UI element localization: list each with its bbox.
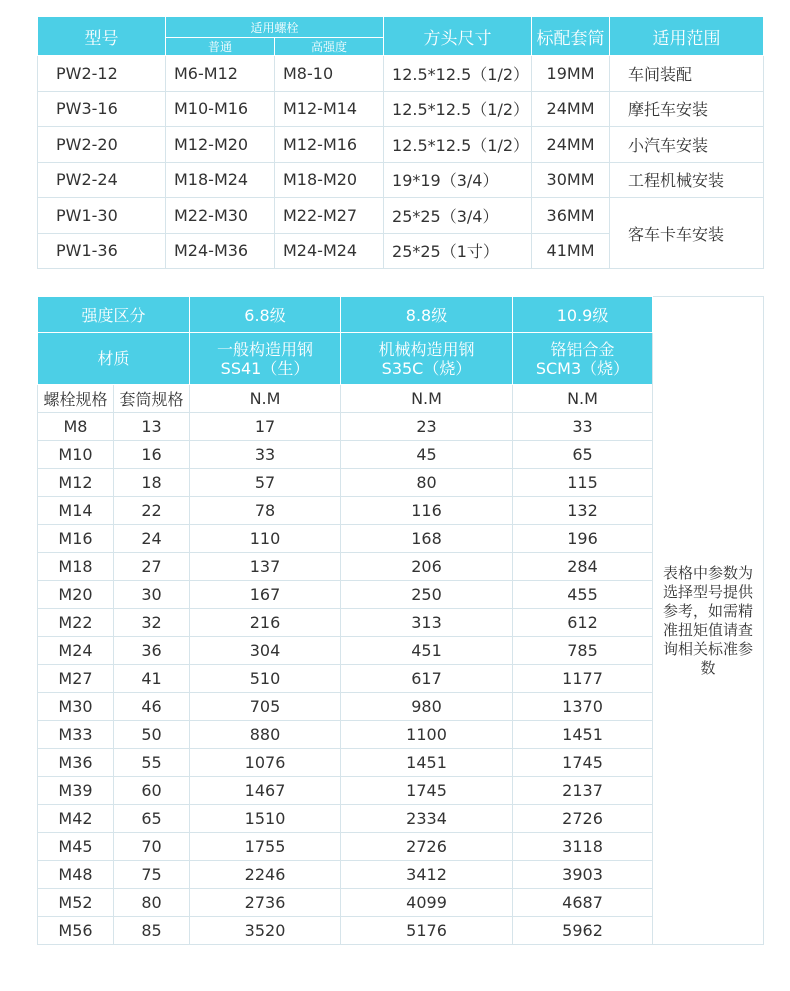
cell-model: PW1-36	[38, 233, 166, 269]
material-code: SS41（生）	[220, 358, 310, 378]
cell-torque-68: 2736	[190, 889, 341, 917]
material-code: SCM3（烧）	[535, 358, 630, 378]
cell-socket-spec: 50	[114, 721, 190, 749]
table-row	[38, 56, 764, 92]
cell-torque-68: 1467	[190, 777, 341, 805]
cell-torque-68: 705	[190, 693, 341, 721]
header-bolt-group: 适用螺栓	[166, 17, 384, 38]
table-row	[38, 91, 764, 127]
cell-bolt-normal: M10-M16	[166, 91, 275, 127]
cell-socket-spec: 32	[114, 609, 190, 637]
reference-note: 表格中参数为选择型号提供参考，如需精准扭矩值请查询相关标准参数	[653, 297, 764, 945]
cell-model: PW1-30	[38, 198, 166, 234]
cell-socket-spec: 16	[114, 441, 190, 469]
cell-bolt-spec: M42	[38, 805, 114, 833]
unit-label: N.M	[341, 385, 513, 413]
cell-socket-spec: 30	[114, 581, 190, 609]
unit-label: N.M	[513, 385, 653, 413]
cell-torque-109: 65	[513, 441, 653, 469]
cell-torque-88: 451	[341, 637, 513, 665]
cell-bolt-high: M8-10	[275, 56, 384, 92]
cell-socket: 19MM	[532, 56, 610, 92]
cell-bolt-normal: M12-M20	[166, 127, 275, 163]
cell-torque-68: 78	[190, 497, 341, 525]
cell-socket: 41MM	[532, 233, 610, 269]
unit-label: N.M	[190, 385, 341, 413]
material-name: 一般构造用钢	[217, 339, 314, 359]
cell-torque-68: 1510	[190, 805, 341, 833]
cell-bolt-spec: M18	[38, 553, 114, 581]
cell-torque-88: 617	[341, 665, 513, 693]
table-row	[38, 162, 764, 198]
cell-torque-109: 455	[513, 581, 653, 609]
cell-socket: 24MM	[532, 127, 610, 163]
cell-socket-spec: 60	[114, 777, 190, 805]
cell-socket-spec: 13	[114, 413, 190, 441]
model-table-header-row	[38, 17, 764, 38]
cell-square: 12.5*12.5（1/2）	[384, 91, 532, 127]
cell-bolt-high: M22-M27	[275, 198, 384, 234]
cell-scope: 小汽车安装	[610, 127, 764, 163]
cell-bolt-high: M12-M14	[275, 91, 384, 127]
cell-bolt-normal: M22-M30	[166, 198, 275, 234]
cell-bolt-spec: M36	[38, 749, 114, 777]
header-grade-68: 6.8级	[190, 297, 341, 333]
cell-torque-68: 167	[190, 581, 341, 609]
header-socket-spec: 套筒规格	[114, 385, 190, 413]
cell-scope: 客车卡车安装	[610, 198, 764, 269]
material-name: 机械构造用钢	[378, 339, 475, 359]
cell-torque-109: 612	[513, 609, 653, 637]
cell-torque-88: 45	[341, 441, 513, 469]
cell-torque-68: 1755	[190, 833, 341, 861]
header-model: 型号	[38, 17, 166, 56]
cell-torque-88: 980	[341, 693, 513, 721]
cell-torque-109: 1745	[513, 749, 653, 777]
cell-socket-spec: 22	[114, 497, 190, 525]
cell-torque-109: 132	[513, 497, 653, 525]
cell-torque-88: 168	[341, 525, 513, 553]
table-row	[38, 198, 764, 234]
cell-bolt-high: M18-M20	[275, 162, 384, 198]
cell-torque-68: 304	[190, 637, 341, 665]
cell-socket-spec: 65	[114, 805, 190, 833]
cell-socket-spec: 85	[114, 917, 190, 945]
cell-bolt-high: M24-M24	[275, 233, 384, 269]
cell-bolt-spec: M56	[38, 917, 114, 945]
cell-torque-88: 4099	[341, 889, 513, 917]
header-grade-label: 强度区分	[38, 297, 190, 333]
cell-socket-spec: 75	[114, 861, 190, 889]
cell-torque-88: 2334	[341, 805, 513, 833]
cell-torque-88: 250	[341, 581, 513, 609]
cell-torque-68: 3520	[190, 917, 341, 945]
cell-torque-109: 3118	[513, 833, 653, 861]
cell-torque-88: 80	[341, 469, 513, 497]
cell-torque-109: 1370	[513, 693, 653, 721]
torque-table	[37, 296, 764, 945]
cell-socket: 30MM	[532, 162, 610, 198]
cell-socket-spec: 80	[114, 889, 190, 917]
cell-torque-88: 116	[341, 497, 513, 525]
cell-bolt-spec: M27	[38, 665, 114, 693]
header-material-109	[513, 333, 653, 385]
cell-torque-88: 206	[341, 553, 513, 581]
cell-bolt-spec: M48	[38, 861, 114, 889]
cell-bolt-high: M12-M16	[275, 127, 384, 163]
cell-bolt-spec: M45	[38, 833, 114, 861]
cell-torque-88: 23	[341, 413, 513, 441]
cell-bolt-spec: M10	[38, 441, 114, 469]
cell-torque-109: 115	[513, 469, 653, 497]
header-bolt-spec: 螺栓规格	[38, 385, 114, 413]
cell-square: 25*25（3/4）	[384, 198, 532, 234]
cell-bolt-spec: M52	[38, 889, 114, 917]
header-bolt-high: 高强度	[275, 38, 384, 56]
cell-socket-spec: 36	[114, 637, 190, 665]
cell-bolt-normal: M6-M12	[166, 56, 275, 92]
cell-torque-109: 5962	[513, 917, 653, 945]
cell-bolt-spec: M14	[38, 497, 114, 525]
cell-bolt-spec: M24	[38, 637, 114, 665]
cell-torque-68: 137	[190, 553, 341, 581]
cell-torque-68: 880	[190, 721, 341, 749]
model-spec-table	[37, 16, 764, 269]
cell-bolt-normal: M18-M24	[166, 162, 275, 198]
cell-square: 12.5*12.5（1/2）	[384, 127, 532, 163]
cell-model: PW2-20	[38, 127, 166, 163]
cell-bolt-spec: M39	[38, 777, 114, 805]
material-name: 铬铝合金	[550, 339, 615, 359]
cell-torque-109: 4687	[513, 889, 653, 917]
cell-torque-88: 2726	[341, 833, 513, 861]
cell-socket-spec: 24	[114, 525, 190, 553]
cell-torque-88: 5176	[341, 917, 513, 945]
cell-model: PW2-12	[38, 56, 166, 92]
cell-torque-88: 3412	[341, 861, 513, 889]
cell-socket-spec: 18	[114, 469, 190, 497]
table-row	[38, 127, 764, 163]
cell-torque-109: 2137	[513, 777, 653, 805]
cell-torque-109: 1451	[513, 721, 653, 749]
cell-square: 12.5*12.5（1/2）	[384, 56, 532, 92]
cell-torque-68: 510	[190, 665, 341, 693]
cell-scope: 工程机械安装	[610, 162, 764, 198]
cell-bolt-spec: M30	[38, 693, 114, 721]
cell-socket-spec: 46	[114, 693, 190, 721]
cell-torque-109: 3903	[513, 861, 653, 889]
cell-bolt-spec: M8	[38, 413, 114, 441]
cell-socket-spec: 41	[114, 665, 190, 693]
header-material-88	[341, 333, 513, 385]
cell-torque-88: 1100	[341, 721, 513, 749]
cell-model: PW3-16	[38, 91, 166, 127]
cell-torque-109: 1177	[513, 665, 653, 693]
cell-torque-109: 2726	[513, 805, 653, 833]
header-material-68	[190, 333, 341, 385]
cell-torque-88: 313	[341, 609, 513, 637]
cell-bolt-spec: M33	[38, 721, 114, 749]
cell-socket-spec: 55	[114, 749, 190, 777]
grade-header-row	[38, 297, 764, 333]
header-socket: 标配套筒	[532, 17, 610, 56]
cell-scope: 车间装配	[610, 56, 764, 92]
cell-square: 25*25（1寸）	[384, 233, 532, 269]
cell-torque-68: 33	[190, 441, 341, 469]
cell-torque-88: 1745	[341, 777, 513, 805]
cell-socket-spec: 70	[114, 833, 190, 861]
header-grade-88: 8.8级	[341, 297, 513, 333]
material-code: S35C（烧）	[381, 358, 472, 378]
header-square-size: 方头尺寸	[384, 17, 532, 56]
cell-scope: 摩托车安装	[610, 91, 764, 127]
header-grade-109: 10.9级	[513, 297, 653, 333]
cell-socket-spec: 27	[114, 553, 190, 581]
cell-bolt-spec: M16	[38, 525, 114, 553]
header-bolt-normal: 普通	[166, 38, 275, 56]
cell-bolt-spec: M20	[38, 581, 114, 609]
header-material-label: 材质	[38, 333, 190, 385]
cell-bolt-spec: M22	[38, 609, 114, 637]
cell-torque-109: 785	[513, 637, 653, 665]
cell-bolt-normal: M24-M36	[166, 233, 275, 269]
cell-square: 19*19（3/4）	[384, 162, 532, 198]
cell-socket: 36MM	[532, 198, 610, 234]
header-scope: 适用范围	[610, 17, 764, 56]
cell-torque-88: 1451	[341, 749, 513, 777]
cell-torque-68: 216	[190, 609, 341, 637]
cell-torque-109: 33	[513, 413, 653, 441]
cell-torque-68: 57	[190, 469, 341, 497]
cell-torque-109: 196	[513, 525, 653, 553]
cell-torque-109: 284	[513, 553, 653, 581]
cell-torque-68: 17	[190, 413, 341, 441]
cell-torque-68: 2246	[190, 861, 341, 889]
cell-bolt-spec: M12	[38, 469, 114, 497]
cell-model: PW2-24	[38, 162, 166, 198]
cell-torque-68: 110	[190, 525, 341, 553]
cell-torque-68: 1076	[190, 749, 341, 777]
cell-socket: 24MM	[532, 91, 610, 127]
